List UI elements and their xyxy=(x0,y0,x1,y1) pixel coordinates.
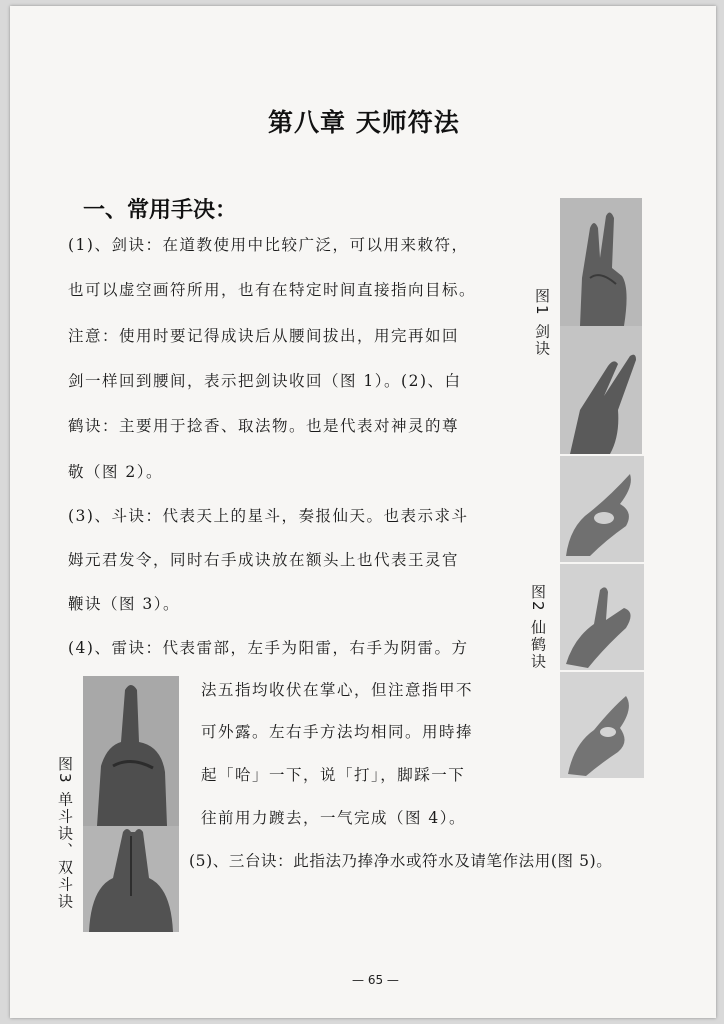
crane-mudra-photo-2 xyxy=(560,564,644,670)
text-line: 往前用力踱去，一气完成（图 4）。 xyxy=(201,809,467,827)
figure1-caption: 图1 剑诀 xyxy=(533,288,551,358)
figure3-caption: 图3 单斗诀、双斗诀 xyxy=(56,756,74,911)
document-page xyxy=(10,6,716,1018)
text-line: 敬（图 2）。 xyxy=(68,463,164,481)
crane-mudra-photo-3 xyxy=(560,672,644,778)
text-line: 鹤诀：主要用于捻香、取法物。也是代表对神灵的尊 xyxy=(68,417,460,435)
text-line: 也可以虚空画符所用，也有在特定时间直接指向目标。 xyxy=(68,281,477,299)
double-dipper-mudra-photo xyxy=(83,826,179,932)
page-number: — 65 — xyxy=(352,973,399,987)
text-line: 注意：使用时要记得成诀后从腰间拔出，用完再如回 xyxy=(68,327,460,345)
text-line: 鞭诀（图 3）。 xyxy=(68,595,181,613)
text-line: (4)、雷诀：代表雷部，左手为阳雷，右手为阴雷。方 xyxy=(68,639,469,657)
text-line: 起「哈」一下，说「打」，脚踩一下 xyxy=(201,766,466,784)
sword-mudra-photo-1 xyxy=(560,198,642,326)
sword-mudra-photo-2 xyxy=(560,326,642,454)
text-line: (3)、斗诀：代表天上的星斗，奏报仙天。也表示求斗 xyxy=(68,507,469,525)
crane-mudra-photo-1 xyxy=(560,456,644,562)
figure2-caption: 图2 仙鹤诀 xyxy=(529,584,547,671)
chapter-title: 第八章 天师符法 xyxy=(268,108,460,137)
text-line: (1)、剑诀：在道教使用中比较广泛，可以用来敕符， xyxy=(68,236,469,254)
text-line: 剑一样回到腰间，表示把剑诀收回（图 1）。(2)、白 xyxy=(68,372,462,390)
text-line: 姆元君发令，同时右手成诀放在额头上也代表王灵官 xyxy=(68,551,460,569)
text-line: (5)、三台诀：此指法乃捧净水或符水及请笔作法用(图 5)。 xyxy=(189,852,613,870)
single-dipper-mudra-photo xyxy=(83,676,179,826)
text-line: 法五指均收伏在掌心，但注意指甲不 xyxy=(201,681,474,699)
section-heading: 一、常用手决： xyxy=(83,197,238,223)
text-line: 可外露。左右手方法均相同。用時捧 xyxy=(201,723,474,741)
